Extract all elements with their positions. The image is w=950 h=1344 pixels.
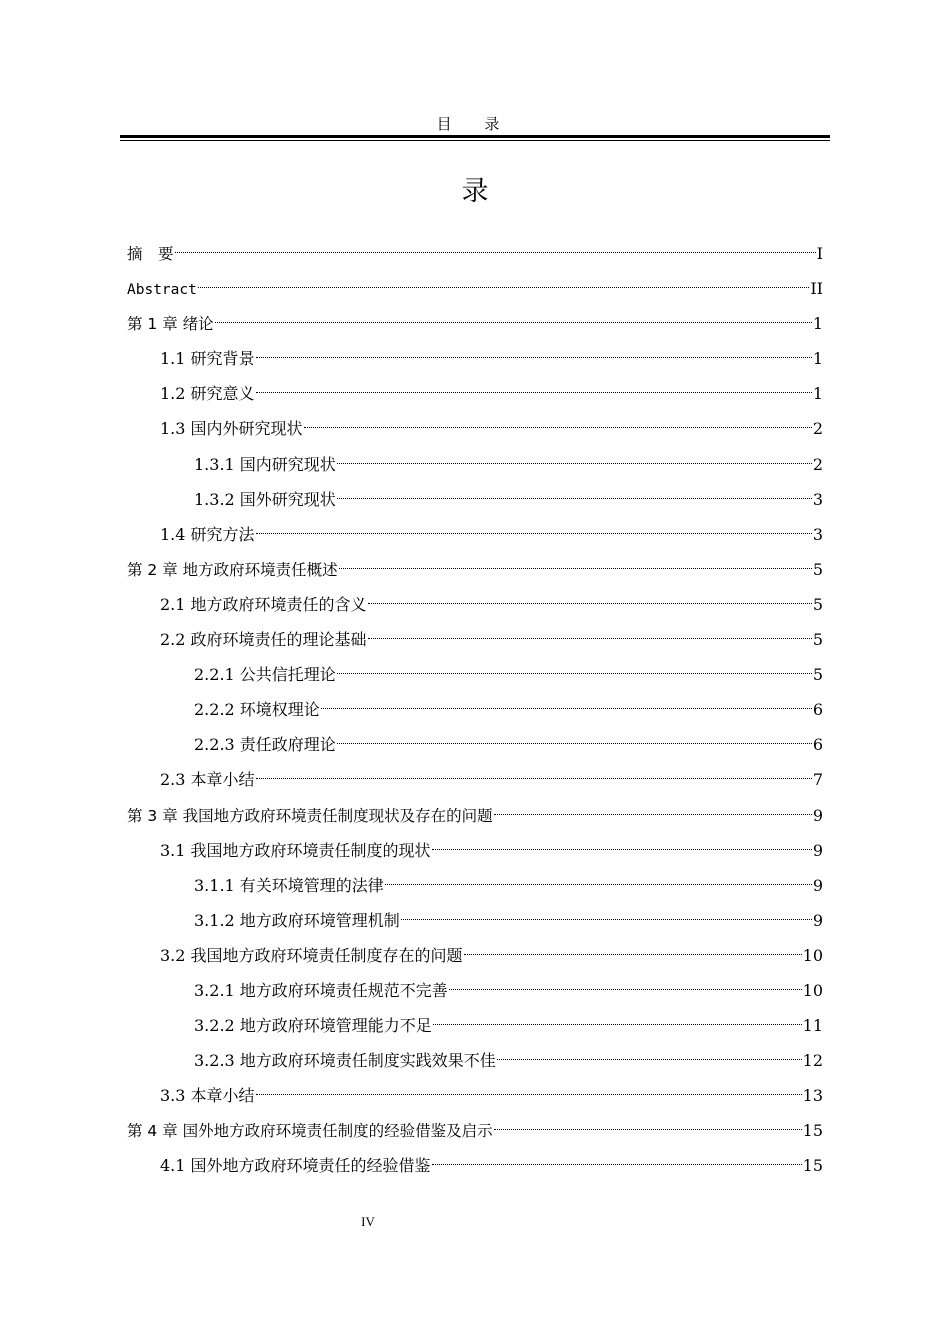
toc-entry-label: 3.1.1 有关环境管理的法律	[194, 875, 384, 895]
toc-entry[interactable]	[127, 1113, 823, 1148]
toc-entry-label: 1.3 国内外研究现状	[160, 419, 303, 439]
toc-entry-label: 3.3 本章小结	[160, 1086, 255, 1106]
toc-dot-leader	[337, 463, 812, 464]
toc-entry[interactable]	[160, 1078, 823, 1113]
toc-entry-page: 15	[802, 1156, 823, 1176]
toc-dot-leader	[339, 568, 812, 569]
toc-entry-page: I	[816, 244, 823, 263]
toc-entry-label: 2.2 政府环境责任的理论基础	[160, 630, 367, 650]
toc-entry[interactable]	[127, 271, 823, 306]
toc-entry-page: 1	[812, 384, 823, 404]
toc-entry-page: 11	[802, 1016, 823, 1036]
toc-dot-leader	[175, 252, 816, 253]
toc-entry[interactable]	[160, 762, 823, 797]
toc-entry[interactable]	[194, 973, 823, 1008]
toc-entry-label: 第 1 章 绪论	[127, 315, 214, 334]
toc-dot-leader	[449, 989, 802, 990]
toc-entry-page: 9	[812, 805, 823, 825]
page-number: IV	[361, 1214, 375, 1229]
toc-dot-leader	[497, 1059, 802, 1060]
toc-dot-leader	[337, 673, 812, 674]
toc-entry[interactable]	[194, 692, 823, 727]
toc-dot-leader	[256, 392, 812, 393]
toc-entry-page: 6	[812, 735, 823, 755]
toc-entry-label: 3.2.1 地方政府环境责任规范不完善	[194, 980, 448, 1000]
toc-entry-label: 2.2.1 公共信托理论	[194, 665, 336, 685]
toc-entry-label: 摘 要	[127, 245, 174, 263]
toc-entry-label: 3.2.2 地方政府环境管理能力不足	[194, 1016, 432, 1036]
toc-entry-page: 5	[812, 630, 823, 650]
toc-entry[interactable]	[160, 411, 823, 446]
toc-title: 录	[461, 176, 489, 207]
toc-dot-leader	[337, 743, 812, 744]
toc-entry[interactable]	[160, 833, 823, 868]
toc-entry-page: 9	[812, 910, 823, 930]
header-rule-thin	[120, 140, 830, 141]
toc-entry-label: 3.1.2 地方政府环境管理机制	[194, 910, 400, 930]
toc-entry-page: 3	[812, 489, 823, 509]
toc-entry[interactable]	[160, 587, 823, 622]
toc-entry[interactable]	[160, 622, 823, 657]
toc-entry-page: 13	[802, 1086, 823, 1106]
toc-entry[interactable]	[194, 727, 823, 762]
toc-entry[interactable]	[194, 868, 823, 903]
toc-entry-page: 5	[812, 559, 823, 579]
toc-dot-leader	[256, 357, 812, 358]
toc-dot-leader	[304, 427, 812, 428]
toc-entry-label: 3.1 我国地方政府环境责任制度的现状	[160, 840, 431, 860]
toc-entry-label: 3.2 我国地方政府环境责任制度存在的问题	[160, 945, 463, 965]
toc-entry[interactable]	[160, 1148, 823, 1183]
toc-entry-label: Abstract	[127, 282, 197, 299]
toc-entry-label: 第 2 章 地方政府环境责任概述	[127, 560, 338, 579]
toc-entry-label: 2.2.3 责任政府理论	[194, 735, 336, 755]
toc-entry[interactable]	[194, 482, 823, 517]
toc-dot-leader	[433, 1024, 802, 1025]
toc-entry-label: 1.1 研究背景	[160, 349, 255, 369]
toc-entry-label: 1.4 研究方法	[160, 524, 255, 544]
toc-entry-page: 7	[812, 770, 823, 790]
toc-dot-leader	[256, 533, 812, 534]
toc-dot-leader	[256, 778, 812, 779]
toc-entry[interactable]	[127, 306, 823, 341]
running-header: 目 录	[436, 115, 514, 133]
toc-entry[interactable]	[160, 517, 823, 552]
toc-dot-leader	[494, 1129, 802, 1130]
toc-entry-page: 9	[812, 875, 823, 895]
toc-dot-leader	[256, 1094, 802, 1095]
toc-entry-page: 5	[812, 594, 823, 614]
toc-entry[interactable]	[194, 1043, 823, 1078]
toc-dot-leader	[385, 884, 812, 885]
toc-dot-leader	[215, 322, 812, 323]
toc-dot-leader	[401, 919, 812, 920]
toc-entry-page: 9	[812, 840, 823, 860]
toc-entry-page: 3	[812, 524, 823, 544]
toc-dot-leader	[432, 1164, 802, 1165]
toc-dot-leader	[368, 603, 812, 604]
table-of-contents	[0, 236, 950, 1184]
toc-dot-leader	[198, 287, 810, 288]
toc-dot-leader	[494, 814, 812, 815]
toc-entry-label: 1.2 研究意义	[160, 384, 255, 404]
toc-entry-page: 6	[812, 700, 823, 720]
toc-dot-leader	[464, 954, 802, 955]
toc-entry-page: 5	[812, 665, 823, 685]
toc-entry-label: 第 4 章 国外地方政府环境责任制度的经验借鉴及启示	[127, 1122, 493, 1141]
toc-entry-label: 2.3 本章小结	[160, 770, 255, 790]
toc-entry-label: 3.2.3 地方政府环境责任制度实践效果不佳	[194, 1051, 496, 1071]
header-rule-thick	[120, 135, 830, 138]
toc-entry-label: 第 3 章 我国地方政府环境责任制度现状及存在的问题	[127, 806, 493, 825]
toc-entry-label: 4.1 国外地方政府环境责任的经验借鉴	[160, 1156, 431, 1176]
toc-entry[interactable]	[127, 798, 823, 833]
toc-entry-page: 2	[812, 419, 823, 439]
toc-entry[interactable]	[127, 236, 823, 271]
toc-entry[interactable]	[127, 552, 823, 587]
toc-entry-page: 10	[802, 945, 823, 965]
toc-entry[interactable]	[160, 938, 823, 973]
toc-entry-page: 15	[802, 1121, 823, 1141]
toc-entry-label: 2.1 地方政府环境责任的含义	[160, 594, 367, 614]
toc-dot-leader	[337, 498, 812, 499]
toc-entry-page: II	[810, 279, 823, 299]
toc-entry[interactable]	[160, 341, 823, 376]
toc-entry-page: 2	[812, 454, 823, 474]
toc-entry-page: 12	[802, 1051, 823, 1071]
toc-entry[interactable]	[194, 1008, 823, 1043]
toc-entry[interactable]	[194, 657, 823, 692]
toc-entry-label: 1.3.1 国内研究现状	[194, 454, 336, 474]
toc-dot-leader	[321, 708, 812, 709]
toc-entry-label: 2.2.2 环境权理论	[194, 700, 320, 720]
toc-entry[interactable]	[160, 376, 823, 411]
toc-entry[interactable]	[194, 903, 823, 938]
toc-entry-page: 1	[812, 349, 823, 369]
toc-entry[interactable]	[194, 447, 823, 482]
toc-entry-label: 1.3.2 国外研究现状	[194, 489, 336, 509]
toc-entry-page: 10	[802, 980, 823, 1000]
toc-dot-leader	[368, 638, 812, 639]
toc-dot-leader	[432, 849, 812, 850]
toc-entry-page: 1	[812, 314, 823, 334]
